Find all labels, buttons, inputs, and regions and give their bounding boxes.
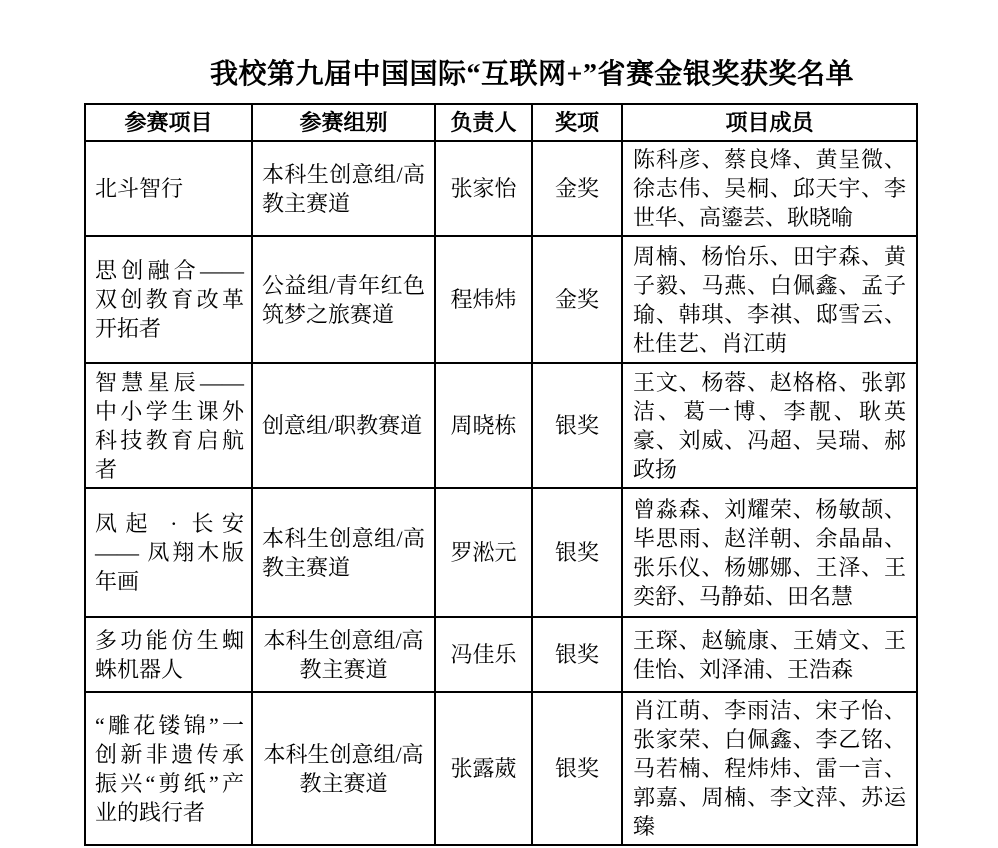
col-header-group: 参赛组别 (252, 104, 435, 141)
cell-members: 周楠、杨怡乐、田宇森、黄子毅、马燕、白佩鑫、孟子瑜、韩琪、李祺、邸雪云、杜佳艺、肖江萌 (622, 236, 917, 363)
cell-project: “雕花镂锦”一创新非遗传承振兴“剪纸”产业的践行者 (85, 692, 252, 845)
cell-project: 北斗智行 (85, 141, 252, 236)
cell-project: 多功能仿生蜘蛛机器人 (85, 617, 252, 692)
header-row (85, 104, 917, 141)
col-header-award: 奖项 (532, 104, 622, 141)
cell-project: 智慧星辰——中小学生课外科技教育启航者 (85, 363, 252, 488)
col-header-leader: 负责人 (435, 104, 532, 141)
cell-project: 凤起 · 长安—— 凤翔木版年画 (85, 488, 252, 617)
cell-leader: 周晓栋 (435, 363, 532, 488)
cell-leader: 张露葳 (435, 692, 532, 845)
table-row (85, 617, 917, 692)
table-row (85, 692, 917, 845)
cell-group: 本科生创意组/高教主赛道 (252, 692, 435, 845)
cell-award: 银奖 (532, 692, 622, 845)
cell-leader: 张家怡 (435, 141, 532, 236)
cell-award: 金奖 (532, 141, 622, 236)
cell-award: 金奖 (532, 236, 622, 363)
award-table (84, 103, 918, 846)
cell-group: 本科生创意组/高教主赛道 (252, 141, 435, 236)
cell-group: 本科生创意组/高教主赛道 (252, 617, 435, 692)
cell-members: 王文、杨蓉、赵格格、张郭洁、葛一博、李靓、耿英豪、刘威、冯超、吴瑞、郝政扬 (622, 363, 917, 488)
table-row (85, 236, 917, 363)
cell-award: 银奖 (532, 488, 622, 617)
cell-leader: 罗淞元 (435, 488, 532, 617)
table-row (85, 488, 917, 617)
cell-members: 陈科彦、蔡良烽、黄呈微、徐志伟、吴桐、邱天宇、李世华、高鎏芸、耿晓喻 (622, 141, 917, 236)
cell-leader: 程炜炜 (435, 236, 532, 363)
cell-group: 创意组/职教赛道 (252, 363, 435, 488)
cell-group: 本科生创意组/高教主赛道 (252, 488, 435, 617)
cell-group: 公益组/青年红色筑梦之旅赛道 (252, 236, 435, 363)
table-row (85, 363, 917, 488)
cell-members: 肖江萌、李雨洁、宋子怡、张家荣、白佩鑫、李乙铭、马若楠、程炜炜、雷一言、郭嘉、周楠、李文萍、苏运臻 (622, 692, 917, 845)
cell-leader: 冯佳乐 (435, 617, 532, 692)
cell-award: 银奖 (532, 617, 622, 692)
cell-award: 银奖 (532, 363, 622, 488)
col-header-members: 项目成员 (622, 104, 917, 141)
cell-project: 思创融合——双创教育改革开拓者 (85, 236, 252, 363)
cell-members: 曾淼森、刘耀荣、杨敏颉、毕思雨、赵洋朝、余晶晶、张乐仪、杨娜娜、王泽、王奕舒、马静茹、田名慧 (622, 488, 917, 617)
document-title: 我校第九届中国国际“互联网+”省赛金银奖获奖名单 (210, 59, 854, 90)
col-header-project: 参赛项目 (85, 104, 252, 141)
table-row (85, 141, 917, 236)
cell-members: 王琛、赵毓康、王婧文、王佳怡、刘泽浦、王浩森 (622, 617, 917, 692)
